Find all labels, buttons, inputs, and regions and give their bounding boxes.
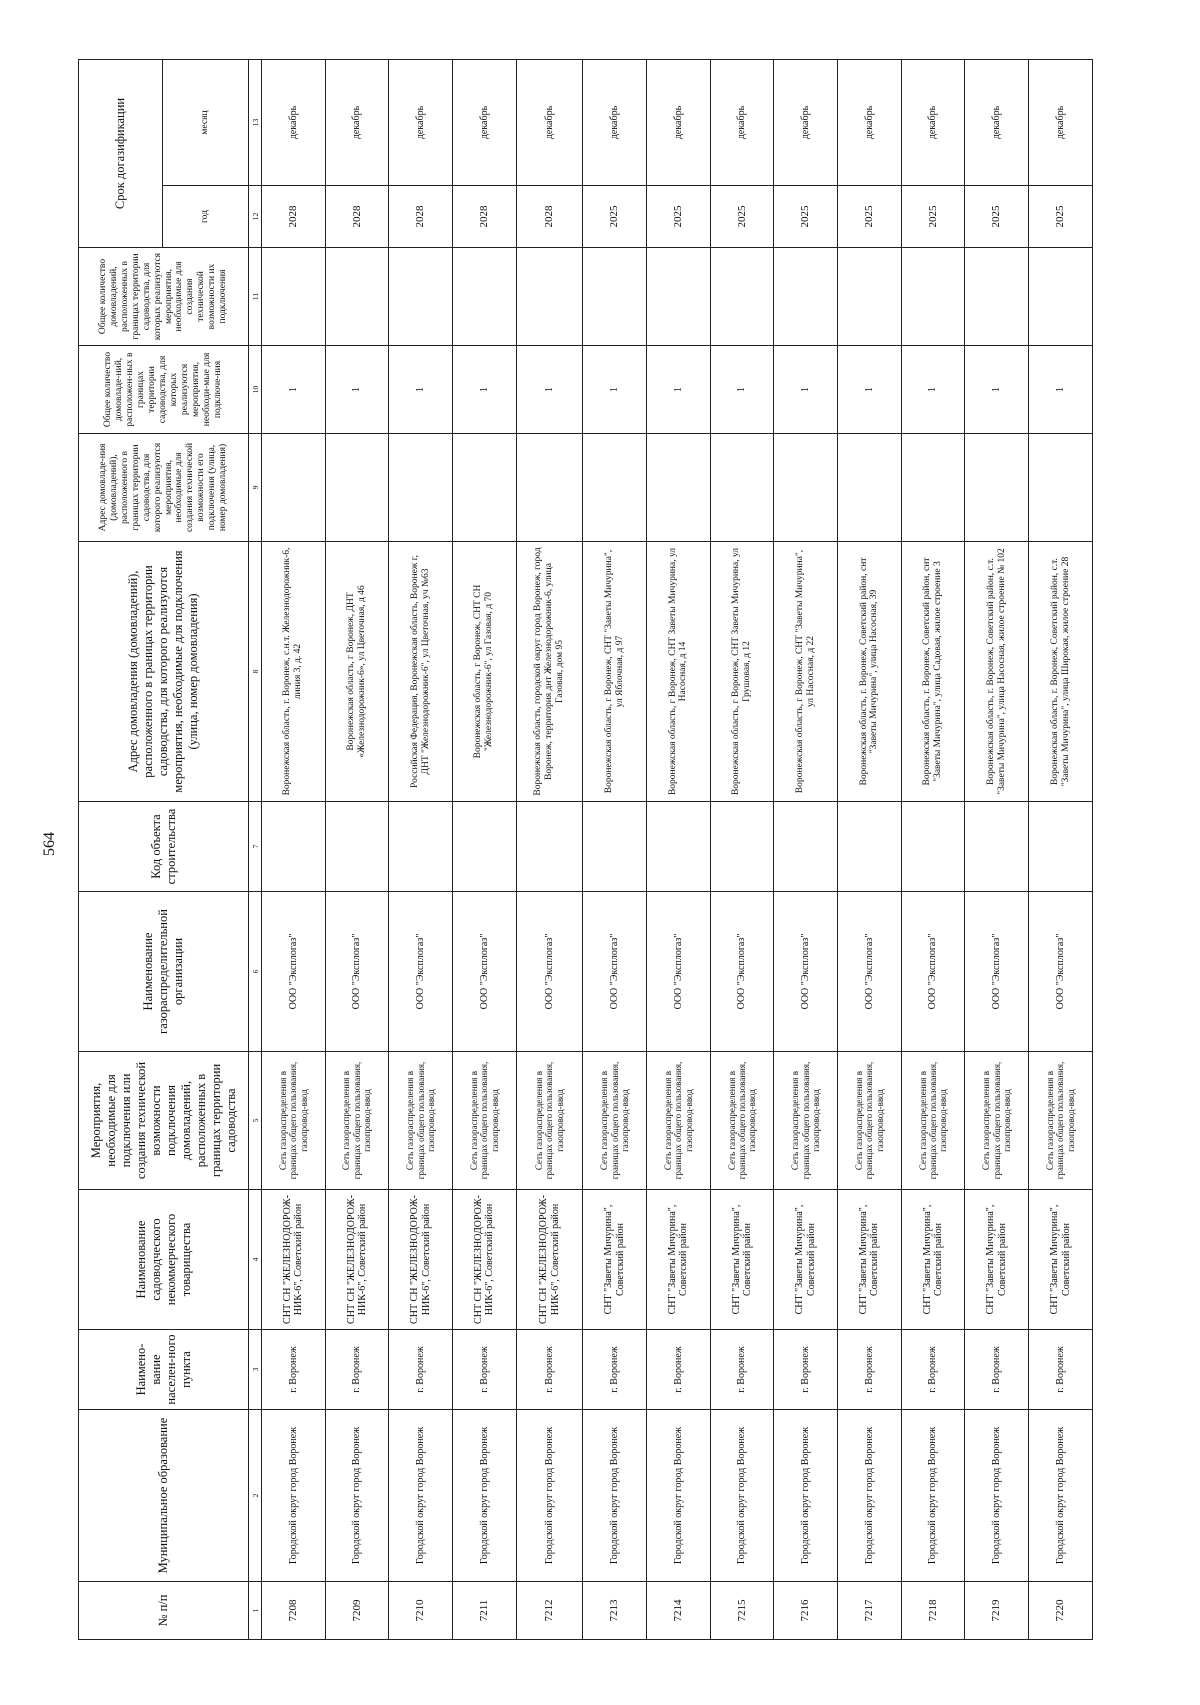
header-address-tech: Адрес домовладе-ния (домовладений), расположенного в границах территории садоводства, для которого реализуются мероприятия, необходимые для создания технической возможности его подключения (улица, номер домовладения) <box>79 434 249 542</box>
cell-gas-org: ООО "Эксплогаз" <box>453 892 517 1052</box>
cell-total-households: 1 <box>516 346 583 434</box>
table-row <box>389 60 453 1640</box>
cell-address: Воронежская область, г. Воронеж, Советский район, снт "Заветы Мичурина", улица Насосная, 39 <box>838 542 902 802</box>
cell-year: 2028 <box>389 186 453 248</box>
cell-municipality: Городской округ город Воронеж <box>453 1410 517 1582</box>
cell-municipality: Городской округ город Воронеж <box>389 1410 453 1582</box>
cell-object-code <box>325 802 389 892</box>
cell-municipality: Городской округ город Воронеж <box>325 1410 389 1582</box>
cell-total-households-tech <box>965 248 1029 346</box>
cell-partnership: СНТ СН "ЖЕЛЕЗНОДОРОЖ-НИК-6", Советский район <box>516 1190 583 1330</box>
cell-municipality: Городской округ город Воронеж <box>647 1410 711 1582</box>
header-gas-org: Наименование газораспределительной организации <box>79 892 249 1052</box>
cell-measures: Сеть газораспределения в границах общего пользования, газопровод-ввод <box>262 1052 326 1190</box>
cell-settlement: г. Воронеж <box>901 1330 965 1410</box>
cell-address: Воронежская область, г Воронеж, СНТ Заветы Мичурина, ул Насосная, д 14 <box>647 542 711 802</box>
cell-settlement: г. Воронеж <box>710 1330 774 1410</box>
table-row <box>262 60 326 1640</box>
table-row <box>710 60 774 1640</box>
cell-number: 7212 <box>516 1582 583 1640</box>
cell-settlement: г. Воронеж <box>647 1330 711 1410</box>
cell-measures: Сеть газораспределения в границах общего пользования, газопровод-ввод <box>901 1052 965 1190</box>
cell-total-households-tech <box>516 248 583 346</box>
cell-address: Воронежская область, г Воронеж, СНТ "Заветы Мичурина", ул Яблочная, д 97 <box>583 542 647 802</box>
cell-gas-org: ООО "Эксплогаз" <box>1029 892 1093 1052</box>
header-total-households: Общее количество домовладе-ний, расположен-ных в границах территории садоводства, для которых реализуются мероприятия, необходи-мые для подключе-ния <box>79 346 249 434</box>
cell-total-households: 1 <box>774 346 838 434</box>
cell-settlement: г. Воронеж <box>774 1330 838 1410</box>
cell-partnership: СНТ "Заветы Мичурина", Советский район <box>647 1190 711 1330</box>
cell-measures: Сеть газораспределения в границах общего пользования, газопровод-ввод <box>516 1052 583 1190</box>
cell-partnership: СНТ "Заветы Мичурина", Советский район <box>774 1190 838 1330</box>
column-number: 11 <box>249 248 262 346</box>
cell-gas-org: ООО "Эксплогаз" <box>710 892 774 1052</box>
cell-measures: Сеть газораспределения в границах общего пользования, газопровод-ввод <box>774 1052 838 1190</box>
cell-month: декабрь <box>453 60 517 186</box>
cell-municipality: Городской округ город Воронеж <box>1029 1410 1093 1582</box>
cell-object-code <box>583 802 647 892</box>
cell-object-code <box>838 802 902 892</box>
cell-total-households-tech <box>262 248 326 346</box>
column-number: 12 <box>249 186 262 248</box>
cell-total-households-tech <box>710 248 774 346</box>
cell-address: Воронежская область, г Воронеж, СНТ "Заветы Мичурина", ул Насосная, д 22 <box>774 542 838 802</box>
column-number: 8 <box>249 542 262 802</box>
column-number: 9 <box>249 434 262 542</box>
cell-gas-org: ООО "Эксплогаз" <box>389 892 453 1052</box>
cell-total-households: 1 <box>965 346 1029 434</box>
cell-address-tech <box>583 434 647 542</box>
cell-address-tech <box>710 434 774 542</box>
cell-total-households-tech <box>774 248 838 346</box>
cell-settlement: г. Воронеж <box>453 1330 517 1410</box>
cell-address: Воронежская область, г. Воронеж, Советский район, с.т. "Заветы Мичурина", улица Широкая, жилое строение 28 <box>1029 542 1093 802</box>
cell-address: Воронежская область, г Воронеж, СНТ СН "Железнодорожник-6", ул Газовая, д 70 <box>453 542 517 802</box>
cell-month: декабрь <box>901 60 965 186</box>
cell-year: 2025 <box>838 186 902 248</box>
cell-total-households: 1 <box>583 346 647 434</box>
cell-object-code <box>453 802 517 892</box>
cell-total-households-tech <box>838 248 902 346</box>
cell-year: 2025 <box>965 186 1029 248</box>
cell-gas-org: ООО "Эксплогаз" <box>838 892 902 1052</box>
cell-municipality: Городской округ город Воронеж <box>710 1410 774 1582</box>
table-row <box>901 60 965 1640</box>
cell-number: 7213 <box>583 1582 647 1640</box>
cell-measures: Сеть газораспределения в границах общего пользования, газопровод-ввод <box>325 1052 389 1190</box>
cell-total-households-tech <box>583 248 647 346</box>
cell-number: 7210 <box>389 1582 453 1640</box>
cell-total-households: 1 <box>325 346 389 434</box>
cell-partnership: СНТ "Заветы Мичурина", Советский район <box>1029 1190 1093 1330</box>
table-row <box>647 60 711 1640</box>
column-number: 6 <box>249 892 262 1052</box>
cell-object-code <box>710 802 774 892</box>
cell-partnership: СНТ "Заветы Мичурина", Советский район <box>965 1190 1029 1330</box>
cell-total-households: 1 <box>838 346 902 434</box>
cell-partnership: СНТ "Заветы Мичурина", Советский район <box>901 1190 965 1330</box>
cell-municipality: Городской округ город Воронеж <box>901 1410 965 1582</box>
cell-municipality: Городской округ город Воронеж <box>838 1410 902 1582</box>
column-number: 13 <box>249 60 262 186</box>
cell-total-households: 1 <box>647 346 711 434</box>
cell-settlement: г. Воронеж <box>262 1330 326 1410</box>
cell-total-households-tech <box>325 248 389 346</box>
cell-address-tech <box>262 434 326 542</box>
header-settlement: Наимено-вание населен-ного пункта <box>79 1330 249 1410</box>
column-number: 3 <box>249 1330 262 1410</box>
cell-number: 7218 <box>901 1582 965 1640</box>
cell-total-households: 1 <box>1029 346 1093 434</box>
cell-object-code <box>516 802 583 892</box>
header-municipality: Муниципальное образование <box>79 1410 249 1582</box>
cell-address-tech <box>325 434 389 542</box>
cell-year: 2025 <box>647 186 711 248</box>
cell-settlement: г. Воронеж <box>325 1330 389 1410</box>
cell-total-households: 1 <box>453 346 517 434</box>
cell-year: 2025 <box>583 186 647 248</box>
cell-month: декабрь <box>774 60 838 186</box>
cell-object-code <box>965 802 1029 892</box>
header-object-code: Код объекта строительства <box>79 802 249 892</box>
cell-month: декабрь <box>965 60 1029 186</box>
cell-address-tech <box>516 434 583 542</box>
header-month: месяц <box>163 60 249 186</box>
header-year: год <box>163 186 249 248</box>
cell-number: 7211 <box>453 1582 517 1640</box>
column-number: 4 <box>249 1190 262 1330</box>
cell-gas-org: ООО "Эксплогаз" <box>583 892 647 1052</box>
header-num: № п/п <box>79 1582 249 1640</box>
cell-month: декабрь <box>838 60 902 186</box>
header-address: Адрес домовладения (домовладений), расположенного в границах территории садоводства, для которого реализуются мероприятия, необходимые для подключения (улица, номер домовладения) <box>79 542 249 802</box>
cell-address: Российская Федерация, Воронежская область, Воронеж г, ДНТ "Железнодорожник-6", ул Цветочная, уч №63 <box>389 542 453 802</box>
cell-address-tech <box>389 434 453 542</box>
cell-partnership: СНТ СН "ЖЕЛЕЗНОДОРОЖ-НИК-6", Советский район <box>389 1190 453 1330</box>
cell-gas-org: ООО "Эксплогаз" <box>965 892 1029 1052</box>
cell-total-households-tech <box>389 248 453 346</box>
cell-partnership: СНТ СН "ЖЕЛЕЗНОДОРОЖ-НИК-6", Советский район <box>325 1190 389 1330</box>
cell-municipality: Городской округ город Воронеж <box>516 1410 583 1582</box>
table-body <box>262 60 1093 1640</box>
cell-month: декабрь <box>710 60 774 186</box>
cell-settlement: г. Воронеж <box>516 1330 583 1410</box>
cell-month: декабрь <box>516 60 583 186</box>
cell-address: Воронежская область, г. Воронеж, Советский район, снт "Заветы Мичурина", улица Садовая, жилое строение 3 <box>901 542 965 802</box>
cell-total-households: 1 <box>262 346 326 434</box>
cell-gas-org: ООО "Эксплогаз" <box>262 892 326 1052</box>
cell-month: декабрь <box>1029 60 1093 186</box>
cell-number: 7219 <box>965 1582 1029 1640</box>
cell-address: Воронежская область, г. Воронеж, с.н.т. Железнодорожник-6, линия 3, д. 42 <box>262 542 326 802</box>
cell-address-tech <box>901 434 965 542</box>
cell-settlement: г. Воронеж <box>965 1330 1029 1410</box>
cell-measures: Сеть газораспределения в границах общего пользования, газопровод-ввод <box>965 1052 1029 1190</box>
cell-partnership: СНТ СН "ЖЕЛЕЗНОДОРОЖ-НИК-6", Советский район <box>453 1190 517 1330</box>
column-numbers-row <box>249 60 262 1640</box>
cell-total-households: 1 <box>389 346 453 434</box>
cell-address-tech <box>838 434 902 542</box>
gasification-table <box>78 59 1093 1640</box>
cell-total-households: 1 <box>901 346 965 434</box>
column-number: 5 <box>249 1052 262 1190</box>
cell-year: 2028 <box>453 186 517 248</box>
cell-number: 7214 <box>647 1582 711 1640</box>
cell-gas-org: ООО "Эксплогаз" <box>901 892 965 1052</box>
cell-partnership: СНТ "Заветы Мичурина", Советский район <box>583 1190 647 1330</box>
cell-year: 2025 <box>710 186 774 248</box>
cell-settlement: г. Воронеж <box>838 1330 902 1410</box>
cell-address: Воронежская область, г Воронеж, СНТ Заветы Мичурина, ул Грушовая, д 12 <box>710 542 774 802</box>
cell-address: Воронежская область, городской округ город Воронеж, город Воронеж, территория днт Железнодорожник-6, улица Газовая, дом 95 <box>516 542 583 802</box>
cell-month: декабрь <box>583 60 647 186</box>
cell-total-households-tech <box>1029 248 1093 346</box>
cell-address: Воронежская область, г. Воронеж, Советский район, с.т. "Заветы Мичурина", улица Насосная, жилое строение № 102 <box>965 542 1029 802</box>
cell-address-tech <box>965 434 1029 542</box>
cell-municipality: Городской округ город Воронеж <box>583 1410 647 1582</box>
cell-partnership: СНТ "Заветы Мичурина", Советский район <box>838 1190 902 1330</box>
cell-year: 2028 <box>516 186 583 248</box>
table-row <box>325 60 389 1640</box>
cell-measures: Сеть газораспределения в границах общего пользования, газопровод-ввод <box>1029 1052 1093 1190</box>
cell-partnership: СНТ "Заветы Мичурина", Советский район <box>710 1190 774 1330</box>
cell-address: Воронежская область, г Воронеж, ДНТ «Железнодорожник-6», ул Цветочная, д 46 <box>325 542 389 802</box>
cell-municipality: Городской округ город Воронеж <box>774 1410 838 1582</box>
cell-gas-org: ООО "Эксплогаз" <box>774 892 838 1052</box>
table-row <box>774 60 838 1640</box>
cell-total-households-tech <box>453 248 517 346</box>
cell-settlement: г. Воронеж <box>389 1330 453 1410</box>
cell-gas-org: ООО "Эксплогаз" <box>516 892 583 1052</box>
cell-month: декабрь <box>647 60 711 186</box>
cell-address-tech <box>647 434 711 542</box>
cell-number: 7208 <box>262 1582 326 1640</box>
table-row <box>1029 60 1093 1640</box>
cell-gas-org: ООО "Эксплогаз" <box>325 892 389 1052</box>
page-number: 564 <box>41 832 58 856</box>
table-row <box>838 60 902 1640</box>
cell-month: декабрь <box>389 60 453 186</box>
column-number: 7 <box>249 802 262 892</box>
cell-number: 7216 <box>774 1582 838 1640</box>
cell-municipality: Городской округ город Воронеж <box>262 1410 326 1582</box>
table-row <box>516 60 583 1640</box>
cell-object-code <box>647 802 711 892</box>
column-number: 10 <box>249 346 262 434</box>
header-partnership: Наименование садоводческого некоммерческого товарищества <box>79 1190 249 1330</box>
cell-measures: Сеть газораспределения в границах общего пользования, газопровод-ввод <box>647 1052 711 1190</box>
cell-number: 7215 <box>710 1582 774 1640</box>
column-number: 2 <box>249 1410 262 1582</box>
cell-measures: Сеть газораспределения в границах общего пользования, газопровод-ввод <box>453 1052 517 1190</box>
cell-address-tech <box>774 434 838 542</box>
cell-settlement: г. Воронеж <box>1029 1330 1093 1410</box>
cell-year: 2028 <box>262 186 326 248</box>
cell-number: 7217 <box>838 1582 902 1640</box>
cell-object-code <box>389 802 453 892</box>
cell-object-code <box>901 802 965 892</box>
cell-partnership: СНТ СН "ЖЕЛЕЗНОДОРОЖ-НИК-6", Советский район <box>262 1190 326 1330</box>
cell-measures: Сеть газораспределения в границах общего пользования, газопровод-ввод <box>838 1052 902 1190</box>
cell-measures: Сеть газораспределения в границах общего пользования, газопровод-ввод <box>583 1052 647 1190</box>
cell-municipality: Городской округ город Воронеж <box>965 1410 1029 1582</box>
header-total-households-tech: Общее количество домовладений, расположенных в границах территории садоводства, для которых реализуются мероприятия, необходимые для создания технической возможности их подключения <box>79 248 249 346</box>
cell-gas-org: ООО "Эксплогаз" <box>647 892 711 1052</box>
cell-year: 2025 <box>1029 186 1093 248</box>
cell-year: 2028 <box>325 186 389 248</box>
cell-object-code <box>1029 802 1093 892</box>
cell-measures: Сеть газораспределения в границах общего пользования, газопровод-ввод <box>710 1052 774 1190</box>
cell-month: декабрь <box>262 60 326 186</box>
cell-total-households-tech <box>647 248 711 346</box>
cell-month: декабрь <box>325 60 389 186</box>
cell-year: 2025 <box>774 186 838 248</box>
table-row <box>583 60 647 1640</box>
cell-object-code <box>262 802 326 892</box>
cell-total-households: 1 <box>710 346 774 434</box>
cell-year: 2025 <box>901 186 965 248</box>
cell-number: 7220 <box>1029 1582 1093 1640</box>
column-number: 1 <box>249 1582 262 1640</box>
table-row <box>453 60 517 1640</box>
cell-address-tech <box>1029 434 1093 542</box>
cell-measures: Сеть газораспределения в границах общего пользования, газопровод-ввод <box>389 1052 453 1190</box>
cell-number: 7209 <box>325 1582 389 1640</box>
cell-address-tech <box>453 434 517 542</box>
header-measures: Мероприятия, необходимые для подключения или создания технической возможности подключения домовладений, расположенных в границах территории садоводства <box>79 1052 249 1190</box>
header-deadline: Срок догазификации <box>79 60 163 248</box>
table-row <box>965 60 1029 1640</box>
cell-object-code <box>774 802 838 892</box>
cell-settlement: г. Воронеж <box>583 1330 647 1410</box>
cell-total-households-tech <box>901 248 965 346</box>
rotated-table-container <box>78 60 1093 1640</box>
